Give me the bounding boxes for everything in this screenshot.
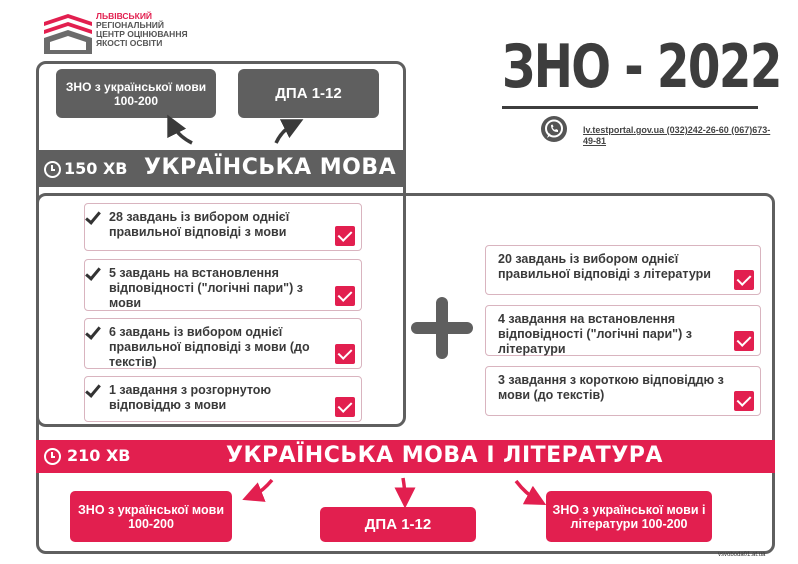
arrow-icon — [276, 124, 294, 143]
logo-line-1: ЛЬВІВСЬКИЙ — [96, 11, 153, 21]
lang-task-text: 5 завдань на встановлення відповідності ("логічні пари") з мови — [109, 266, 303, 310]
zno-ukr-lang-result: ЗНО з української мови 100-200 — [56, 69, 216, 118]
zno-ukr-lang-result-bottom: ЗНО з української мови 100-200 — [70, 491, 232, 542]
lit-task-text: 4 завдання на встановлення відповідності ("логічні пари") з літератури — [498, 312, 692, 356]
lit-task-text: 3 завдання з короткою відповіддю з мови (до текстів) — [498, 373, 724, 402]
arrow-icon — [403, 478, 405, 498]
ukr-lang-lit-time: 210 ХВ — [67, 446, 131, 465]
logo-line-2: РЕГІОНАЛЬНИЙ — [96, 20, 164, 30]
lang-task-text: 6 завдань із вибором однієї правильної відповіді з мови (до текстів) — [109, 325, 310, 369]
ukr-lang-lit-label: УКРАЇНСЬКА МОВА І ЛІТЕРАТУРА — [226, 443, 663, 468]
ukr-lang-time: 150 ХВ — [64, 159, 128, 178]
page-title: ЗНО - 2022 — [502, 32, 781, 102]
ukr-lang-label: УКРАЇНСЬКА МОВА — [144, 155, 397, 180]
contact-info[interactable]: lv.testportal.gov.ua (032)242-26-60 (067)673-49-81 — [583, 125, 771, 146]
arrow-icon — [252, 480, 272, 496]
logo-line-4: ЯКОСТІ ОСВІТИ — [96, 38, 163, 48]
lit-task-text: 20 завдань із вибором однієї правильної відповіді з літератури — [498, 252, 711, 281]
watermark: vsvoboda01.at.ua — [718, 552, 766, 558]
lang-task-text: 28 завдань із вибором однієї правильної відповіді з мови — [109, 210, 290, 239]
logo-line-3: ЦЕНТР ОЦІНЮВАННЯ — [96, 29, 188, 39]
dpa-result-bottom: ДПА 1-12 — [320, 507, 476, 542]
zno-ukr-lang-lit-result: ЗНО з української мови і літератури 100-200 — [546, 491, 712, 542]
arrow-icon — [172, 124, 192, 143]
dpa-result-top: ДПА 1-12 — [238, 69, 379, 118]
lang-task-text: 1 завдання з розгорнутою відповіддю з мови — [109, 383, 272, 412]
arrow-icon — [516, 481, 537, 500]
